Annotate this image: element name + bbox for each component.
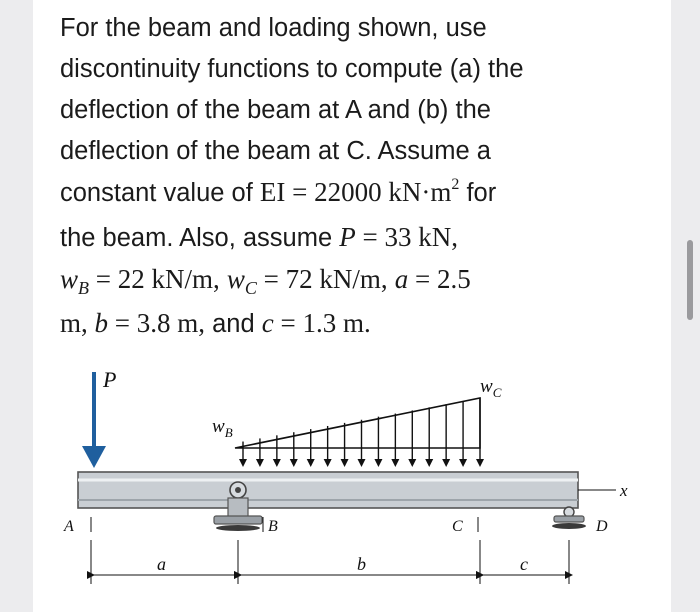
wb-subscript: B <box>78 278 90 298</box>
load-arrow-head <box>341 459 349 467</box>
beam <box>78 472 578 508</box>
equals-sign: = <box>89 264 118 294</box>
dimension-b: b <box>357 554 366 574</box>
load-arrow-head <box>425 459 433 467</box>
distributed-load <box>235 398 480 448</box>
load-arrow-head <box>374 459 382 467</box>
ei-exponent: 2 <box>451 176 460 193</box>
text-for: for <box>459 179 497 207</box>
label-d-point: D <box>596 518 608 535</box>
equals-sign: = <box>285 177 315 207</box>
load-arrow-head <box>273 459 281 467</box>
b-value: 3.8 m, <box>136 308 206 338</box>
ei-value: 22000 kN·m <box>314 177 452 207</box>
p-symbol: P <box>339 222 356 252</box>
equals-sign: = <box>256 264 286 294</box>
x-axis <box>578 481 628 500</box>
equals-sign: = <box>273 308 303 338</box>
label-wc: $w_C$ <box>480 376 502 400</box>
load-arrow-head <box>442 459 450 467</box>
text-and: and <box>205 310 262 338</box>
label-a-point: A <box>64 518 74 535</box>
text-the-beam: the beam. Also, assume <box>60 224 340 252</box>
load-arrow-head <box>408 459 416 467</box>
wc-symbol: w <box>226 264 245 294</box>
a-symbol: a <box>394 264 409 294</box>
c-symbol: c <box>261 308 274 338</box>
problem-line-3: deflection of the beam at A and (b) the <box>60 96 491 124</box>
equals-sign: = <box>108 308 137 338</box>
dimension-a: a <box>157 554 166 574</box>
label-p: P <box>103 367 117 392</box>
text-constant-value: constant value of <box>60 179 260 207</box>
equals-sign: = <box>408 264 437 294</box>
load-arrow-head <box>239 459 247 467</box>
c-value: 1.3 m. <box>302 308 371 338</box>
load-arrow-head <box>358 459 366 467</box>
roller-support-d <box>552 507 586 529</box>
ei-symbol: EI <box>259 177 286 207</box>
wc-value: 72 kN/m, <box>285 264 388 294</box>
b-symbol: b <box>94 308 109 338</box>
dimension-c: c <box>520 554 528 574</box>
problem-line-4: deflection of the beam at C. Assume a <box>60 137 491 165</box>
load-arrow-head <box>476 459 484 467</box>
svg-text:x: x <box>620 481 628 500</box>
label-b-point: B <box>268 518 278 535</box>
a-value: 2.5 <box>436 264 471 294</box>
wb-value: 22 kN/m, <box>117 264 220 294</box>
wb-symbol: w <box>60 264 79 294</box>
equals-sign: = <box>355 222 385 252</box>
unit-m: m, <box>60 308 95 338</box>
load-arrows <box>239 398 484 467</box>
problem-line-1: For the beam and loading shown, use <box>60 14 487 42</box>
load-arrow-head <box>307 459 315 467</box>
label-c-point: C <box>452 518 463 535</box>
wc-subscript: C <box>244 278 257 298</box>
label-wb: $w_B$ <box>212 416 233 440</box>
problem-line-2: discontinuity functions to compute (a) the <box>60 55 524 83</box>
load-arrow-head <box>324 459 332 467</box>
load-arrow-head <box>290 459 298 467</box>
load-arrow-head <box>391 459 399 467</box>
load-arrow-head <box>459 459 467 467</box>
p-value: 33 kN, <box>384 222 458 252</box>
load-arrow-head <box>256 459 264 467</box>
